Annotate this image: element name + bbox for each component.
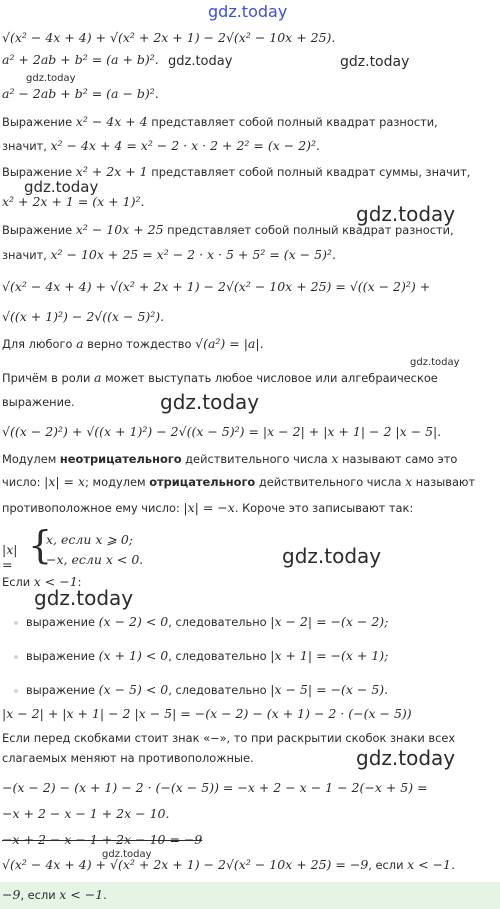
bullet-dot-icon [14, 689, 18, 693]
line-15: √((x − 2)²) + √((x + 1)²) − 2√((x − 5)²) = |x − 2| + |x + 1| − 2 |x − 5|. [2, 424, 442, 439]
bullet-3: выражение (x − 5) < 0, следовательно |x − 5| = −(x − 5). [14, 682, 498, 698]
line-2: a² + 2ab + b² = (a + b)². [2, 52, 159, 67]
line-25: −x + 2 − x − 1 + 2x − 10 = −9 [2, 832, 203, 847]
line-19: Если x < −1: [2, 574, 82, 589]
watermark: gdz.today [356, 746, 456, 770]
watermark: gdz.today [24, 178, 99, 196]
line-23: −(x − 2) − (x + 1) − 2 · (−(x − 5)) = −x + 2 − x − 1 − 2(−x + 5) = [2, 780, 428, 795]
watermark: gdz.today [410, 357, 460, 368]
watermark: gdz.today [160, 390, 260, 414]
line-12: Для любого a верно тождество √(a²) = |a|. [2, 336, 264, 351]
line-5: значит, x² − 4x + 4 = x² − 2 · x · 2 + 2² = (x − 2)². [2, 138, 321, 153]
line-7: x² + 2x + 1 = (x + 1)². [2, 194, 145, 209]
line-3: a² − 2ab + b² = (a − b)². [2, 86, 159, 101]
answer-line: −9, если x < −1. [2, 887, 107, 902]
watermark: gdz.today [168, 54, 233, 69]
line-21: Если перед скобками стоит знак «−», то при раскрытии скобок знаки всех [2, 731, 456, 745]
watermark-top: gdz.today [208, 2, 288, 21]
line-17: число: |x| = x; модулем отрицательного действительного числа x называют [2, 474, 476, 489]
line-26: √(x² − 4x + 4) + √(x² + 2x + 1) − 2√(x² − 10x + 25) = −9, если x < −1. [2, 857, 455, 872]
line-24: −x + 2 − x − 1 + 2x − 10. [2, 806, 170, 821]
line-4: Выражение x² − 4x + 4 представляет собой полный квадрат разности, [2, 114, 438, 129]
watermark: gdz.today [102, 849, 152, 860]
bullet-1: выражение (x − 2) < 0, следовательно |x − 2| = −(x − 2); [14, 614, 498, 630]
line-18: противоположное ему число: |x| = −x. Короче это записывают так: [2, 500, 414, 515]
cases-line-2: −x, если x < 0. [46, 552, 144, 567]
line-9: значит, x² − 10x + 25 = x² − 2 · x · 5 + 5² = (x − 5)². [2, 247, 336, 262]
watermark: gdz.today [340, 54, 410, 70]
line-16: Модулем неотрицательного действительного числа x называют само это [2, 451, 458, 466]
watermark: gdz.today [34, 586, 134, 610]
cases-line-1: x, если x ⩾ 0; [46, 532, 134, 547]
answer-bar [0, 882, 500, 909]
line-22: слагаемых меняют на противоположные. [2, 751, 254, 765]
watermark: gdz.today [26, 73, 76, 84]
line-11: √((x + 1)²) − 2√((x − 5)²). [2, 309, 165, 324]
watermark: gdz.today [356, 202, 456, 226]
watermark: gdz.today [282, 544, 382, 568]
bullet-dot-icon [14, 621, 18, 625]
line-14: выражение. [2, 395, 75, 409]
line-13: Причём в роли a может выступать любое числовое или алгебраическое [2, 370, 438, 385]
brace-icon: { [28, 523, 53, 567]
line-6: Выражение x² + 2x + 1 представляет собой полный квадрат суммы, значит, [2, 164, 471, 179]
cases-lhs: |x| = [2, 542, 18, 572]
line-8: Выражение x² − 10x + 25 представляет собой полный квадрат разности, [2, 222, 454, 237]
line-20: |x − 2| + |x + 1| − 2 |x − 5| = −(x − 2) − (x + 1) − 2 · (−(x − 5)) [2, 706, 412, 721]
bullet-2: выражение (x + 1) < 0, следовательно |x + 1| = −(x + 1); [14, 648, 498, 664]
line-10: √(x² − 4x + 4) + √(x² + 2x + 1) − 2√(x² − 10x + 25) = √((x − 2)²) + [2, 279, 431, 294]
bullet-dot-icon [14, 655, 18, 659]
line-1: √(x² − 4x + 4) + √(x² + 2x + 1) − 2√(x² − 10x + 25). [2, 30, 336, 45]
